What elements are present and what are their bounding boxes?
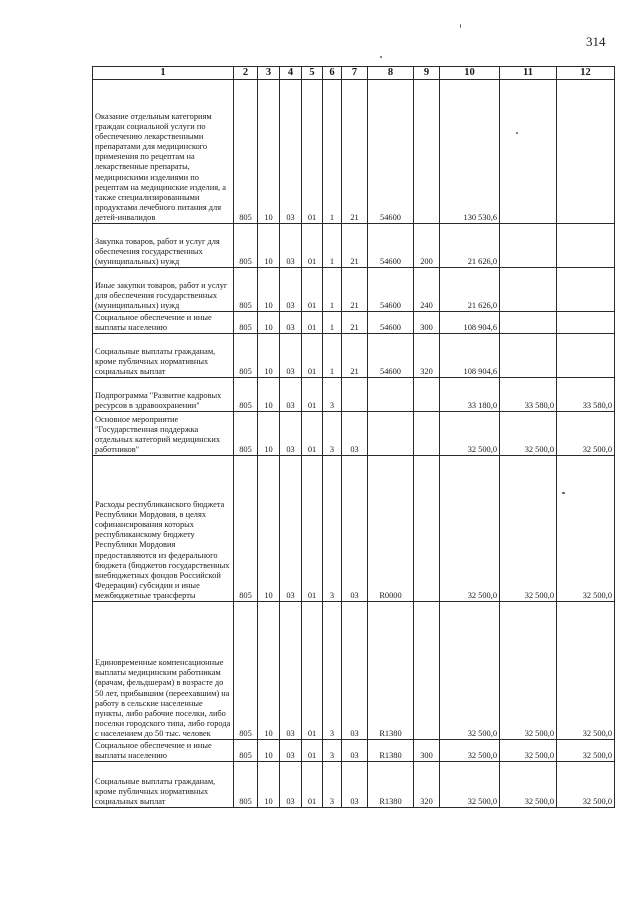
amount-2023-cell bbox=[557, 312, 615, 334]
row-name-cell: Основное мероприятие "Государственная поддержка отдельных категорий медицинских работников" bbox=[93, 412, 234, 456]
subprogram-cell: 3 bbox=[323, 378, 342, 412]
direction-cell: R1380 bbox=[368, 602, 414, 740]
amount-2021-cell: 32 500,0 bbox=[440, 762, 500, 808]
subsection-cell: 03 bbox=[280, 312, 302, 334]
row-name-cell: Иные закупки товаров, работ и услуг для обеспечения государственных (муниципальных) нужд bbox=[93, 268, 234, 312]
amount-2022-cell: 32 500,0 bbox=[500, 412, 557, 456]
expense-type-cell: 240 bbox=[414, 268, 440, 312]
table-row bbox=[93, 378, 615, 412]
subprogram-cell: 1 bbox=[323, 312, 342, 334]
subprogram-cell: 3 bbox=[323, 602, 342, 740]
subsection-cell: 03 bbox=[280, 268, 302, 312]
row-name-cell: Подпрограмма "Развитие кадровых ресурсов в здравоохранении" bbox=[93, 378, 234, 412]
amount-2022-cell bbox=[500, 268, 557, 312]
table-row bbox=[93, 268, 615, 312]
subprogram-cell: 1 bbox=[323, 334, 342, 378]
subsection-cell: 03 bbox=[280, 762, 302, 808]
direction-cell: R1380 bbox=[368, 762, 414, 808]
direction-cell bbox=[368, 412, 414, 456]
amount-2023-cell: 32 500,0 bbox=[557, 412, 615, 456]
section-cell: 10 bbox=[258, 80, 280, 224]
amount-2023-cell: 32 500,0 bbox=[557, 740, 615, 762]
admin-code-cell: 805 bbox=[234, 312, 258, 334]
subsection-cell: 03 bbox=[280, 602, 302, 740]
row-name-cell: Социальные выплаты гражданам, кроме публичных нормативных социальных выплат bbox=[93, 334, 234, 378]
table-row bbox=[93, 456, 615, 602]
subprogram-cell: 3 bbox=[323, 412, 342, 456]
section-cell: 10 bbox=[258, 334, 280, 378]
direction-cell: 54600 bbox=[368, 334, 414, 378]
expense-type-cell bbox=[414, 412, 440, 456]
direction-cell: R0000 bbox=[368, 456, 414, 602]
column-header: 6 bbox=[323, 67, 342, 80]
row-name-cell: Единовременные компенсационные выплаты медицинским работникам (врачам, фельдшерам) в возрасте до 50 лет, прибывшим (переехавшим) на работу в сельские населенные пункты, либо рабочие поселки, либо поселки городского типа, либо города с населением до 50 тыс. человек bbox=[93, 602, 234, 740]
column-header: 12 bbox=[557, 67, 615, 80]
subsection-cell: 03 bbox=[280, 740, 302, 762]
activity-cell: 03 bbox=[342, 602, 368, 740]
table-body bbox=[93, 80, 615, 808]
subprogram-cell: 3 bbox=[323, 740, 342, 762]
expense-type-cell bbox=[414, 378, 440, 412]
section-cell: 10 bbox=[258, 412, 280, 456]
column-header: 7 bbox=[342, 67, 368, 80]
admin-code-cell: 805 bbox=[234, 80, 258, 224]
amount-2022-cell bbox=[500, 80, 557, 224]
section-cell: 10 bbox=[258, 312, 280, 334]
program-cell: 01 bbox=[302, 224, 323, 268]
program-cell: 01 bbox=[302, 762, 323, 808]
activity-cell: 03 bbox=[342, 412, 368, 456]
activity-cell: 03 bbox=[342, 740, 368, 762]
amount-2022-cell: 32 500,0 bbox=[500, 762, 557, 808]
amount-2022-cell: 32 500,0 bbox=[500, 740, 557, 762]
row-name-cell: Оказание отдельным категориям граждан социальной услуги по обеспечению лекарственными препаратами для медицинского применения по рецептам на лекарственные препараты, медицинскими изделиями по рецептам на медицинские изделия, а также специализированными продуктами лечебного питания для детей-инвалидов bbox=[93, 80, 234, 224]
amount-2021-cell: 108 904,6 bbox=[440, 334, 500, 378]
amount-2022-cell: 33 580,0 bbox=[500, 378, 557, 412]
subprogram-cell: 1 bbox=[323, 268, 342, 312]
program-cell: 01 bbox=[302, 312, 323, 334]
admin-code-cell: 805 bbox=[234, 762, 258, 808]
column-header: 9 bbox=[414, 67, 440, 80]
table-row bbox=[93, 740, 615, 762]
column-header: 4 bbox=[280, 67, 302, 80]
section-cell: 10 bbox=[258, 762, 280, 808]
admin-code-cell: 805 bbox=[234, 456, 258, 602]
column-header: 3 bbox=[258, 67, 280, 80]
amount-2021-cell: 32 500,0 bbox=[440, 456, 500, 602]
scan-speck bbox=[562, 492, 565, 494]
amount-2023-cell: 32 500,0 bbox=[557, 602, 615, 740]
program-cell: 01 bbox=[302, 268, 323, 312]
admin-code-cell: 805 bbox=[234, 412, 258, 456]
amount-2022-cell: 32 500,0 bbox=[500, 602, 557, 740]
amount-2023-cell bbox=[557, 268, 615, 312]
table-row bbox=[93, 762, 615, 808]
program-cell: 01 bbox=[302, 378, 323, 412]
admin-code-cell: 805 bbox=[234, 224, 258, 268]
amount-2022-cell bbox=[500, 312, 557, 334]
column-header: 10 bbox=[440, 67, 500, 80]
direction-cell: 54600 bbox=[368, 80, 414, 224]
amount-2021-cell: 21 626,0 bbox=[440, 268, 500, 312]
section-cell: 10 bbox=[258, 602, 280, 740]
table-row bbox=[93, 602, 615, 740]
table-row bbox=[93, 412, 615, 456]
section-cell: 10 bbox=[258, 378, 280, 412]
row-name-cell: Закупка товаров, работ и услуг для обеспечения государственных (муниципальных) нужд bbox=[93, 224, 234, 268]
program-cell: 01 bbox=[302, 412, 323, 456]
amount-2023-cell: 32 500,0 bbox=[557, 456, 615, 602]
expense-type-cell: 320 bbox=[414, 334, 440, 378]
amount-2022-cell bbox=[500, 224, 557, 268]
activity-cell: 21 bbox=[342, 334, 368, 378]
direction-cell bbox=[368, 378, 414, 412]
amount-2022-cell bbox=[500, 334, 557, 378]
column-header: 5 bbox=[302, 67, 323, 80]
subsection-cell: 03 bbox=[280, 456, 302, 602]
program-cell: 01 bbox=[302, 334, 323, 378]
subsection-cell: 03 bbox=[280, 80, 302, 224]
admin-code-cell: 805 bbox=[234, 334, 258, 378]
expense-type-cell bbox=[414, 80, 440, 224]
amount-2021-cell: 32 500,0 bbox=[440, 740, 500, 762]
amount-2023-cell bbox=[557, 334, 615, 378]
admin-code-cell: 805 bbox=[234, 740, 258, 762]
amount-2021-cell: 130 530,6 bbox=[440, 80, 500, 224]
subsection-cell: 03 bbox=[280, 412, 302, 456]
admin-code-cell: 805 bbox=[234, 268, 258, 312]
admin-code-cell: 805 bbox=[234, 378, 258, 412]
page-number: 314 bbox=[586, 34, 606, 49]
program-cell: 01 bbox=[302, 80, 323, 224]
column-header: 1 bbox=[93, 67, 234, 80]
row-name-cell: Социальное обеспечение и иные выплаты населению bbox=[93, 740, 234, 762]
budget-table bbox=[92, 66, 615, 808]
table-row bbox=[93, 312, 615, 334]
table-row bbox=[93, 80, 615, 224]
admin-code-cell: 805 bbox=[234, 602, 258, 740]
subsection-cell: 03 bbox=[280, 378, 302, 412]
subsection-cell: 03 bbox=[280, 224, 302, 268]
activity-cell: 21 bbox=[342, 268, 368, 312]
subprogram-cell: 3 bbox=[323, 762, 342, 808]
activity-cell: 03 bbox=[342, 762, 368, 808]
subsection-cell: 03 bbox=[280, 334, 302, 378]
section-cell: 10 bbox=[258, 268, 280, 312]
column-header: 2 bbox=[234, 67, 258, 80]
amount-2023-cell: 32 500,0 bbox=[557, 762, 615, 808]
amount-2021-cell: 33 180,0 bbox=[440, 378, 500, 412]
expense-type-cell: 300 bbox=[414, 312, 440, 334]
table-row bbox=[93, 224, 615, 268]
direction-cell: R1380 bbox=[368, 740, 414, 762]
section-cell: 10 bbox=[258, 456, 280, 602]
amount-2023-cell: 33 580,0 bbox=[557, 378, 615, 412]
program-cell: 01 bbox=[302, 740, 323, 762]
row-name-cell: Социальные выплаты гражданам, кроме публичных нормативных социальных выплат bbox=[93, 762, 234, 808]
expense-type-cell: 300 bbox=[414, 740, 440, 762]
row-name-cell: Социальное обеспечение и иные выплаты населению bbox=[93, 312, 234, 334]
activity-cell: 21 bbox=[342, 80, 368, 224]
subprogram-cell: 1 bbox=[323, 80, 342, 224]
scan-speck bbox=[516, 132, 518, 134]
expense-type-cell bbox=[414, 602, 440, 740]
column-header: 11 bbox=[500, 67, 557, 80]
direction-cell: 54600 bbox=[368, 268, 414, 312]
section-cell: 10 bbox=[258, 740, 280, 762]
activity-cell bbox=[342, 378, 368, 412]
program-cell: 01 bbox=[302, 456, 323, 602]
amount-2023-cell bbox=[557, 80, 615, 224]
amount-2022-cell: 32 500,0 bbox=[500, 456, 557, 602]
expense-type-cell: 200 bbox=[414, 224, 440, 268]
row-name-cell: Расходы республиканского бюджета Республики Мордовия, в целях софинансирования которых республиканскому бюджету Республики Мордовия предоставляются из федерального бюджета (бюджетов государственных внебюджетных фондов Российской Федерации) субсидии и иные межбюджетные трансферты bbox=[93, 456, 234, 602]
activity-cell: 21 bbox=[342, 224, 368, 268]
subprogram-cell: 3 bbox=[323, 456, 342, 602]
scan-speck bbox=[460, 24, 461, 28]
amount-2021-cell: 21 626,0 bbox=[440, 224, 500, 268]
activity-cell: 21 bbox=[342, 312, 368, 334]
direction-cell: 54600 bbox=[368, 224, 414, 268]
activity-cell: 03 bbox=[342, 456, 368, 602]
expense-type-cell: 320 bbox=[414, 762, 440, 808]
program-cell: 01 bbox=[302, 602, 323, 740]
amount-2023-cell bbox=[557, 224, 615, 268]
column-header: 8 bbox=[368, 67, 414, 80]
table-row bbox=[93, 334, 615, 378]
expense-type-cell bbox=[414, 456, 440, 602]
amount-2021-cell: 32 500,0 bbox=[440, 602, 500, 740]
header-row bbox=[93, 67, 615, 80]
amount-2021-cell: 108 904,6 bbox=[440, 312, 500, 334]
scan-speck bbox=[380, 56, 382, 58]
direction-cell: 54600 bbox=[368, 312, 414, 334]
subprogram-cell: 1 bbox=[323, 224, 342, 268]
section-cell: 10 bbox=[258, 224, 280, 268]
amount-2021-cell: 32 500,0 bbox=[440, 412, 500, 456]
